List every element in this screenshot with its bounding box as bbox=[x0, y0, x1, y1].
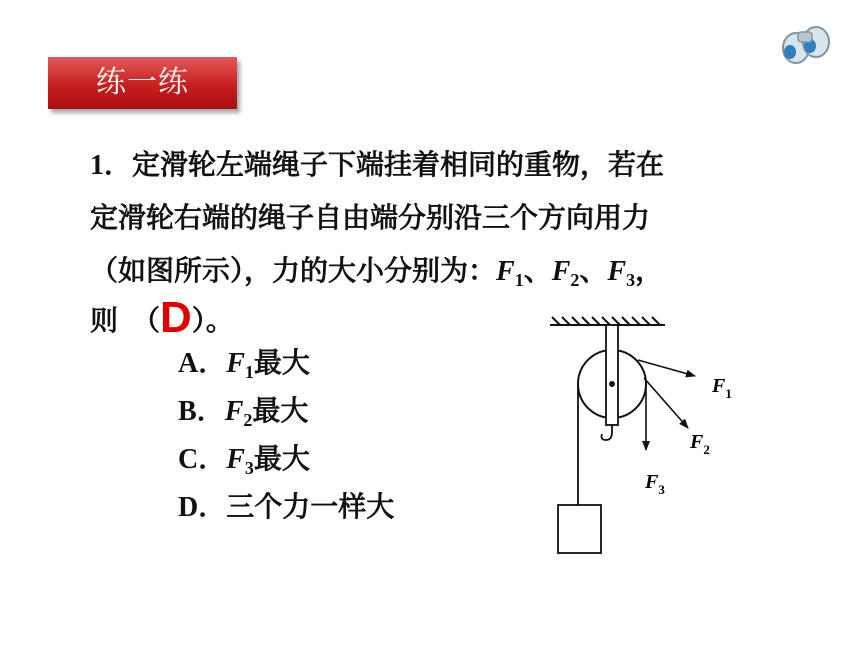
separator: 、 bbox=[523, 254, 552, 287]
force-symbol: F bbox=[496, 256, 515, 287]
option-symbol: F bbox=[224, 396, 244, 427]
line-end-comma: ， bbox=[635, 254, 664, 287]
option-text: 最大 bbox=[253, 346, 310, 379]
question-text-3: （如图所示），力的大小分别为： bbox=[90, 254, 497, 287]
question-number: 1． bbox=[90, 150, 133, 181]
answer-letter: D bbox=[160, 293, 192, 342]
binoculars-icon bbox=[776, 18, 834, 70]
force-label-f1: $F_1$ bbox=[712, 375, 732, 401]
option-d bbox=[178, 487, 394, 528]
option-letter: D． bbox=[178, 492, 227, 523]
option-b bbox=[178, 391, 308, 440]
option-symbol: F bbox=[226, 348, 245, 379]
ceiling bbox=[550, 317, 665, 325]
question-line-1 bbox=[90, 145, 664, 186]
force-subscript: 1 bbox=[514, 270, 524, 290]
weight-block bbox=[558, 505, 601, 553]
option-subscript: 3 bbox=[244, 458, 254, 478]
force-symbol: F bbox=[607, 256, 627, 287]
question-text-1: 定滑轮左端绳子下端挂着相同的重物，若在 bbox=[132, 148, 665, 181]
option-letter: C． bbox=[178, 444, 227, 475]
separator: 、 bbox=[579, 254, 608, 287]
force-label-f3: $F_3$ bbox=[645, 471, 665, 497]
question-line-4 bbox=[90, 293, 234, 342]
force-subscript: 3 bbox=[626, 270, 636, 290]
option-subscript: 2 bbox=[243, 410, 253, 430]
option-text: 最大 bbox=[252, 394, 309, 427]
option-text: 最大 bbox=[253, 442, 310, 475]
force-arrow-f2 bbox=[644, 378, 688, 428]
option-subscript: 1 bbox=[244, 362, 254, 382]
pulley-diagram bbox=[540, 300, 740, 560]
answer-suffix: ）。 bbox=[191, 304, 234, 337]
section-badge-label: 练一练 bbox=[96, 65, 189, 100]
option-letter: A． bbox=[178, 348, 227, 379]
answer-prefix: 则 （ bbox=[90, 304, 161, 337]
question-text-2: 定滑轮右端的绳子自由端分别沿三个方向用力 bbox=[90, 201, 651, 234]
force-arrow-f1 bbox=[638, 360, 695, 376]
force-label-f2: $F_2$ bbox=[690, 431, 710, 457]
force-symbol: F bbox=[551, 256, 571, 287]
option-c bbox=[178, 439, 310, 488]
question-line-2 bbox=[90, 198, 650, 238]
option-symbol: F bbox=[226, 444, 245, 475]
option-text: 三个力一样大 bbox=[226, 490, 395, 523]
force-subscript: 2 bbox=[570, 270, 580, 290]
section-badge bbox=[48, 57, 237, 109]
option-letter: B． bbox=[178, 396, 225, 427]
option-a bbox=[178, 343, 310, 392]
pulley bbox=[578, 325, 646, 440]
